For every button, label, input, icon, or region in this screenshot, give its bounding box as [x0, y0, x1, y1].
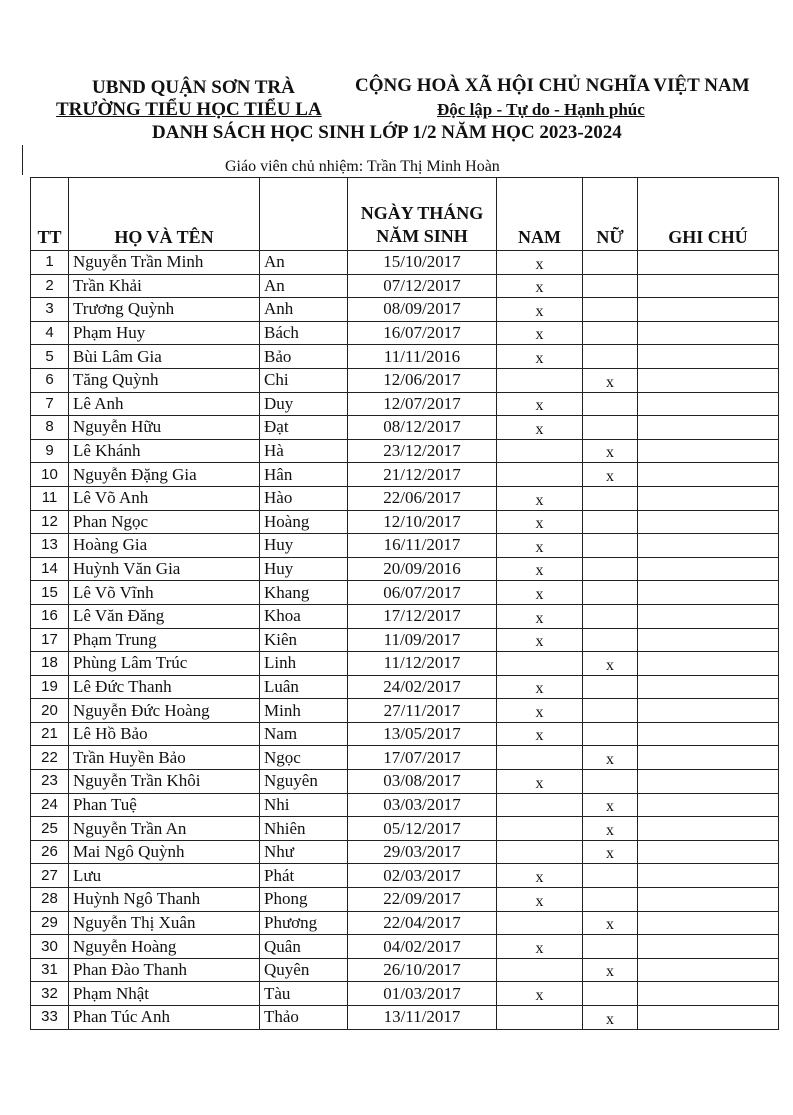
- female-mark: [583, 416, 638, 440]
- family-middle-name: Lê Đức Thanh: [69, 675, 260, 699]
- date-of-birth: 20/09/2016: [348, 557, 497, 581]
- male-mark: x: [497, 888, 583, 912]
- given-name: Nhi: [260, 793, 348, 817]
- note-cell: [638, 321, 779, 345]
- male-mark: x: [497, 604, 583, 628]
- male-mark: x: [497, 581, 583, 605]
- row-number: 28: [31, 888, 69, 912]
- note-cell: [638, 982, 779, 1006]
- note-cell: [638, 368, 779, 392]
- given-name: Tàu: [260, 982, 348, 1006]
- note-cell: [638, 557, 779, 581]
- given-name: Phong: [260, 888, 348, 912]
- note-cell: [638, 699, 779, 723]
- male-mark: x: [497, 416, 583, 440]
- female-mark: x: [583, 911, 638, 935]
- female-mark: [583, 722, 638, 746]
- given-name: Duy: [260, 392, 348, 416]
- family-middle-name: Bùi Lâm Gia: [69, 345, 260, 369]
- row-number: 1: [31, 251, 69, 275]
- male-mark: [497, 463, 583, 487]
- table-row: [31, 675, 779, 699]
- family-middle-name: Phan Tuệ: [69, 793, 260, 817]
- table-row: [31, 274, 779, 298]
- given-name: Ngọc: [260, 746, 348, 770]
- table-row: [31, 368, 779, 392]
- note-cell: [638, 345, 779, 369]
- family-middle-name: Lê Hồ Bảo: [69, 722, 260, 746]
- date-of-birth: 12/06/2017: [348, 368, 497, 392]
- date-of-birth: 12/10/2017: [348, 510, 497, 534]
- student-table: [30, 177, 779, 1030]
- male-mark: x: [497, 392, 583, 416]
- male-mark: [497, 911, 583, 935]
- table-row: [31, 463, 779, 487]
- row-number: 29: [31, 911, 69, 935]
- family-middle-name: Lê Võ Anh: [69, 486, 260, 510]
- family-middle-name: Phùng Lâm Trúc: [69, 652, 260, 676]
- table-row: [31, 321, 779, 345]
- row-number: 19: [31, 675, 69, 699]
- female-mark: [583, 770, 638, 794]
- date-of-birth: 01/03/2017: [348, 982, 497, 1006]
- table-row: [31, 534, 779, 558]
- male-mark: x: [497, 251, 583, 275]
- family-middle-name: Huỳnh Văn Gia: [69, 557, 260, 581]
- given-name: Nhiên: [260, 817, 348, 841]
- male-mark: [497, 746, 583, 770]
- given-name: Bảo: [260, 345, 348, 369]
- family-middle-name: Lưu: [69, 864, 260, 888]
- row-number: 14: [31, 557, 69, 581]
- male-mark: x: [497, 935, 583, 959]
- col-header-name: HỌ VÀ TÊN: [69, 178, 260, 251]
- female-mark: x: [583, 463, 638, 487]
- table-row: [31, 581, 779, 605]
- note-cell: [638, 298, 779, 322]
- male-mark: x: [497, 321, 583, 345]
- female-mark: [583, 604, 638, 628]
- note-cell: [638, 958, 779, 982]
- female-mark: [583, 321, 638, 345]
- male-mark: [497, 840, 583, 864]
- date-of-birth: 13/11/2017: [348, 1006, 497, 1030]
- date-of-birth: 29/03/2017: [348, 840, 497, 864]
- note-cell: [638, 581, 779, 605]
- row-number: 15: [31, 581, 69, 605]
- table-row: [31, 486, 779, 510]
- date-of-birth: 27/11/2017: [348, 699, 497, 723]
- female-mark: x: [583, 817, 638, 841]
- table-row: [31, 416, 779, 440]
- given-name: Phương: [260, 911, 348, 935]
- given-name: Luân: [260, 675, 348, 699]
- row-number: 9: [31, 439, 69, 463]
- note-cell: [638, 534, 779, 558]
- col-header-dob: [348, 178, 497, 251]
- table-row: [31, 345, 779, 369]
- given-name: Quân: [260, 935, 348, 959]
- female-mark: [583, 510, 638, 534]
- note-cell: [638, 486, 779, 510]
- table-row: [31, 958, 779, 982]
- given-name: Chi: [260, 368, 348, 392]
- date-of-birth: 16/11/2017: [348, 534, 497, 558]
- family-middle-name: Phạm Huy: [69, 321, 260, 345]
- given-name: An: [260, 274, 348, 298]
- given-name: Hân: [260, 463, 348, 487]
- table-row: [31, 298, 779, 322]
- note-cell: [638, 840, 779, 864]
- given-name: Phát: [260, 864, 348, 888]
- row-number: 31: [31, 958, 69, 982]
- row-number: 30: [31, 935, 69, 959]
- margin-rule: [22, 145, 23, 175]
- row-number: 20: [31, 699, 69, 723]
- document-title: DANH SÁCH HỌC SINH LỚP 1/2 NĂM HỌC 2023-2024: [152, 122, 622, 143]
- note-cell: [638, 817, 779, 841]
- female-mark: [583, 345, 638, 369]
- table-row: [31, 840, 779, 864]
- row-number: 3: [31, 298, 69, 322]
- row-number: 12: [31, 510, 69, 534]
- table-row: [31, 251, 779, 275]
- table-row: [31, 510, 779, 534]
- row-number: 26: [31, 840, 69, 864]
- date-of-birth: 08/09/2017: [348, 298, 497, 322]
- given-name: Thảo: [260, 1006, 348, 1030]
- female-mark: [583, 251, 638, 275]
- date-of-birth: 04/02/2017: [348, 935, 497, 959]
- female-mark: x: [583, 793, 638, 817]
- col-header-dob-line1: NGÀY THÁNG: [360, 203, 484, 223]
- family-middle-name: Trần Huyền Bảo: [69, 746, 260, 770]
- given-name: Kiên: [260, 628, 348, 652]
- date-of-birth: 05/12/2017: [348, 817, 497, 841]
- family-middle-name: Phạm Nhật: [69, 982, 260, 1006]
- male-mark: [497, 368, 583, 392]
- female-mark: [583, 864, 638, 888]
- note-cell: [638, 935, 779, 959]
- family-middle-name: Nguyễn Đức Hoàng: [69, 699, 260, 723]
- female-mark: x: [583, 439, 638, 463]
- date-of-birth: 11/11/2016: [348, 345, 497, 369]
- date-of-birth: 11/12/2017: [348, 652, 497, 676]
- date-of-birth: 06/07/2017: [348, 581, 497, 605]
- family-middle-name: Trần Khải: [69, 274, 260, 298]
- male-mark: x: [497, 699, 583, 723]
- male-mark: x: [497, 510, 583, 534]
- table-row: [31, 817, 779, 841]
- row-number: 33: [31, 1006, 69, 1030]
- given-name: Hào: [260, 486, 348, 510]
- family-middle-name: Huỳnh Ngô Thanh: [69, 888, 260, 912]
- male-mark: x: [497, 298, 583, 322]
- col-header-male: NAM: [497, 178, 583, 251]
- col-header-dob-line2: NĂM SINH: [376, 226, 468, 246]
- male-mark: [497, 817, 583, 841]
- row-number: 6: [31, 368, 69, 392]
- table-row: [31, 722, 779, 746]
- given-name: An: [260, 251, 348, 275]
- date-of-birth: 02/03/2017: [348, 864, 497, 888]
- male-mark: x: [497, 274, 583, 298]
- date-of-birth: 11/09/2017: [348, 628, 497, 652]
- country-name: CỘNG HOÀ XÃ HỘI CHỦ NGHĨA VIỆT NAM: [355, 75, 750, 96]
- row-number: 21: [31, 722, 69, 746]
- female-mark: [583, 298, 638, 322]
- table-row: [31, 699, 779, 723]
- given-name: Hà: [260, 439, 348, 463]
- female-mark: x: [583, 1006, 638, 1030]
- note-cell: [638, 463, 779, 487]
- col-header-given-name: [260, 178, 348, 251]
- date-of-birth: 26/10/2017: [348, 958, 497, 982]
- row-number: 23: [31, 770, 69, 794]
- row-number: 2: [31, 274, 69, 298]
- note-cell: [638, 392, 779, 416]
- female-mark: [583, 581, 638, 605]
- date-of-birth: 17/07/2017: [348, 746, 497, 770]
- date-of-birth: 17/12/2017: [348, 604, 497, 628]
- date-of-birth: 21/12/2017: [348, 463, 497, 487]
- note-cell: [638, 675, 779, 699]
- table-row: [31, 746, 779, 770]
- note-cell: [638, 888, 779, 912]
- row-number: 10: [31, 463, 69, 487]
- male-mark: x: [497, 534, 583, 558]
- row-number: 8: [31, 416, 69, 440]
- female-mark: x: [583, 368, 638, 392]
- male-mark: x: [497, 982, 583, 1006]
- family-middle-name: Phan Đào Thanh: [69, 958, 260, 982]
- female-mark: [583, 557, 638, 581]
- given-name: Khang: [260, 581, 348, 605]
- table-row: [31, 392, 779, 416]
- table-row: [31, 439, 779, 463]
- row-number: 16: [31, 604, 69, 628]
- family-middle-name: Lê Văn Đăng: [69, 604, 260, 628]
- family-middle-name: Lê Anh: [69, 392, 260, 416]
- given-name: Linh: [260, 652, 348, 676]
- row-number: 7: [31, 392, 69, 416]
- family-middle-name: Hoàng Gia: [69, 534, 260, 558]
- motto: Độc lập - Tự do - Hạnh phúc: [437, 100, 645, 119]
- given-name: Nam: [260, 722, 348, 746]
- table-row: [31, 770, 779, 794]
- female-mark: [583, 628, 638, 652]
- family-middle-name: Phan Ngọc: [69, 510, 260, 534]
- family-middle-name: Trương Quỳnh: [69, 298, 260, 322]
- given-name: Khoa: [260, 604, 348, 628]
- table-row: [31, 864, 779, 888]
- female-mark: x: [583, 746, 638, 770]
- given-name: Huy: [260, 557, 348, 581]
- female-mark: [583, 888, 638, 912]
- note-cell: [638, 251, 779, 275]
- table-row: [31, 628, 779, 652]
- date-of-birth: 15/10/2017: [348, 251, 497, 275]
- male-mark: x: [497, 628, 583, 652]
- family-middle-name: Mai Ngô Quỳnh: [69, 840, 260, 864]
- given-name: Như: [260, 840, 348, 864]
- note-cell: [638, 746, 779, 770]
- table-row: [31, 1006, 779, 1030]
- female-mark: x: [583, 958, 638, 982]
- homeroom-teacher: Giáo viên chủ nhiệm: Trần Thị Minh Hoàn: [225, 158, 500, 175]
- family-middle-name: Nguyễn Hữu: [69, 416, 260, 440]
- male-mark: [497, 793, 583, 817]
- female-mark: [583, 935, 638, 959]
- male-mark: x: [497, 486, 583, 510]
- date-of-birth: 12/07/2017: [348, 392, 497, 416]
- row-number: 22: [31, 746, 69, 770]
- given-name: Bách: [260, 321, 348, 345]
- family-middle-name: Phan Túc Anh: [69, 1006, 260, 1030]
- note-cell: [638, 628, 779, 652]
- female-mark: x: [583, 840, 638, 864]
- date-of-birth: 24/02/2017: [348, 675, 497, 699]
- family-middle-name: Nguyễn Trần Khôi: [69, 770, 260, 794]
- row-number: 25: [31, 817, 69, 841]
- family-middle-name: Lê Khánh: [69, 439, 260, 463]
- date-of-birth: 08/12/2017: [348, 416, 497, 440]
- row-number: 32: [31, 982, 69, 1006]
- district-name: UBND QUẬN SƠN TRÀ: [92, 77, 295, 98]
- note-cell: [638, 1006, 779, 1030]
- school-name: TRƯỜNG TIỂU HỌC TIỂU LA: [56, 99, 322, 120]
- male-mark: x: [497, 770, 583, 794]
- male-mark: [497, 958, 583, 982]
- note-cell: [638, 416, 779, 440]
- female-mark: x: [583, 652, 638, 676]
- female-mark: [583, 675, 638, 699]
- family-middle-name: Phạm Trung: [69, 628, 260, 652]
- table-row: [31, 911, 779, 935]
- row-number: 24: [31, 793, 69, 817]
- male-mark: x: [497, 675, 583, 699]
- date-of-birth: 16/07/2017: [348, 321, 497, 345]
- date-of-birth: 23/12/2017: [348, 439, 497, 463]
- note-cell: [638, 722, 779, 746]
- note-cell: [638, 274, 779, 298]
- family-middle-name: Nguyễn Thị Xuân: [69, 911, 260, 935]
- given-name: Minh: [260, 699, 348, 723]
- given-name: Anh: [260, 298, 348, 322]
- female-mark: [583, 699, 638, 723]
- row-number: 27: [31, 864, 69, 888]
- male-mark: x: [497, 864, 583, 888]
- table-row: [31, 982, 779, 1006]
- date-of-birth: 22/09/2017: [348, 888, 497, 912]
- table-row: [31, 604, 779, 628]
- male-mark: x: [497, 722, 583, 746]
- male-mark: x: [497, 557, 583, 581]
- given-name: Quyên: [260, 958, 348, 982]
- male-mark: x: [497, 345, 583, 369]
- date-of-birth: 03/08/2017: [348, 770, 497, 794]
- given-name: Hoàng: [260, 510, 348, 534]
- male-mark: [497, 439, 583, 463]
- note-cell: [638, 652, 779, 676]
- row-number: 4: [31, 321, 69, 345]
- male-mark: [497, 1006, 583, 1030]
- row-number: 11: [31, 486, 69, 510]
- col-header-female: NỮ: [583, 178, 638, 251]
- row-number: 13: [31, 534, 69, 558]
- note-cell: [638, 604, 779, 628]
- table-row: [31, 793, 779, 817]
- female-mark: [583, 274, 638, 298]
- male-mark: [497, 652, 583, 676]
- date-of-birth: 22/06/2017: [348, 486, 497, 510]
- date-of-birth: 03/03/2017: [348, 793, 497, 817]
- given-name: Nguyên: [260, 770, 348, 794]
- table-row: [31, 935, 779, 959]
- family-middle-name: Nguyễn Trần An: [69, 817, 260, 841]
- row-number: 18: [31, 652, 69, 676]
- row-number: 5: [31, 345, 69, 369]
- female-mark: [583, 392, 638, 416]
- col-header-note: GHI CHÚ: [638, 178, 779, 251]
- female-mark: [583, 982, 638, 1006]
- note-cell: [638, 911, 779, 935]
- note-cell: [638, 793, 779, 817]
- table-row: [31, 652, 779, 676]
- family-middle-name: Nguyễn Đặng Gia: [69, 463, 260, 487]
- date-of-birth: 13/05/2017: [348, 722, 497, 746]
- note-cell: [638, 439, 779, 463]
- female-mark: [583, 486, 638, 510]
- note-cell: [638, 864, 779, 888]
- family-middle-name: Lê Võ Vĩnh: [69, 581, 260, 605]
- row-number: 17: [31, 628, 69, 652]
- family-middle-name: Tăng Quỳnh: [69, 368, 260, 392]
- given-name: Đạt: [260, 416, 348, 440]
- table-header-row: [31, 178, 779, 251]
- table-row: [31, 888, 779, 912]
- family-middle-name: Nguyễn Trần Minh: [69, 251, 260, 275]
- female-mark: [583, 534, 638, 558]
- date-of-birth: 22/04/2017: [348, 911, 497, 935]
- note-cell: [638, 510, 779, 534]
- date-of-birth: 07/12/2017: [348, 274, 497, 298]
- family-middle-name: Nguyễn Hoàng: [69, 935, 260, 959]
- table-row: [31, 557, 779, 581]
- given-name: Huy: [260, 534, 348, 558]
- col-header-tt: TT: [31, 178, 69, 251]
- note-cell: [638, 770, 779, 794]
